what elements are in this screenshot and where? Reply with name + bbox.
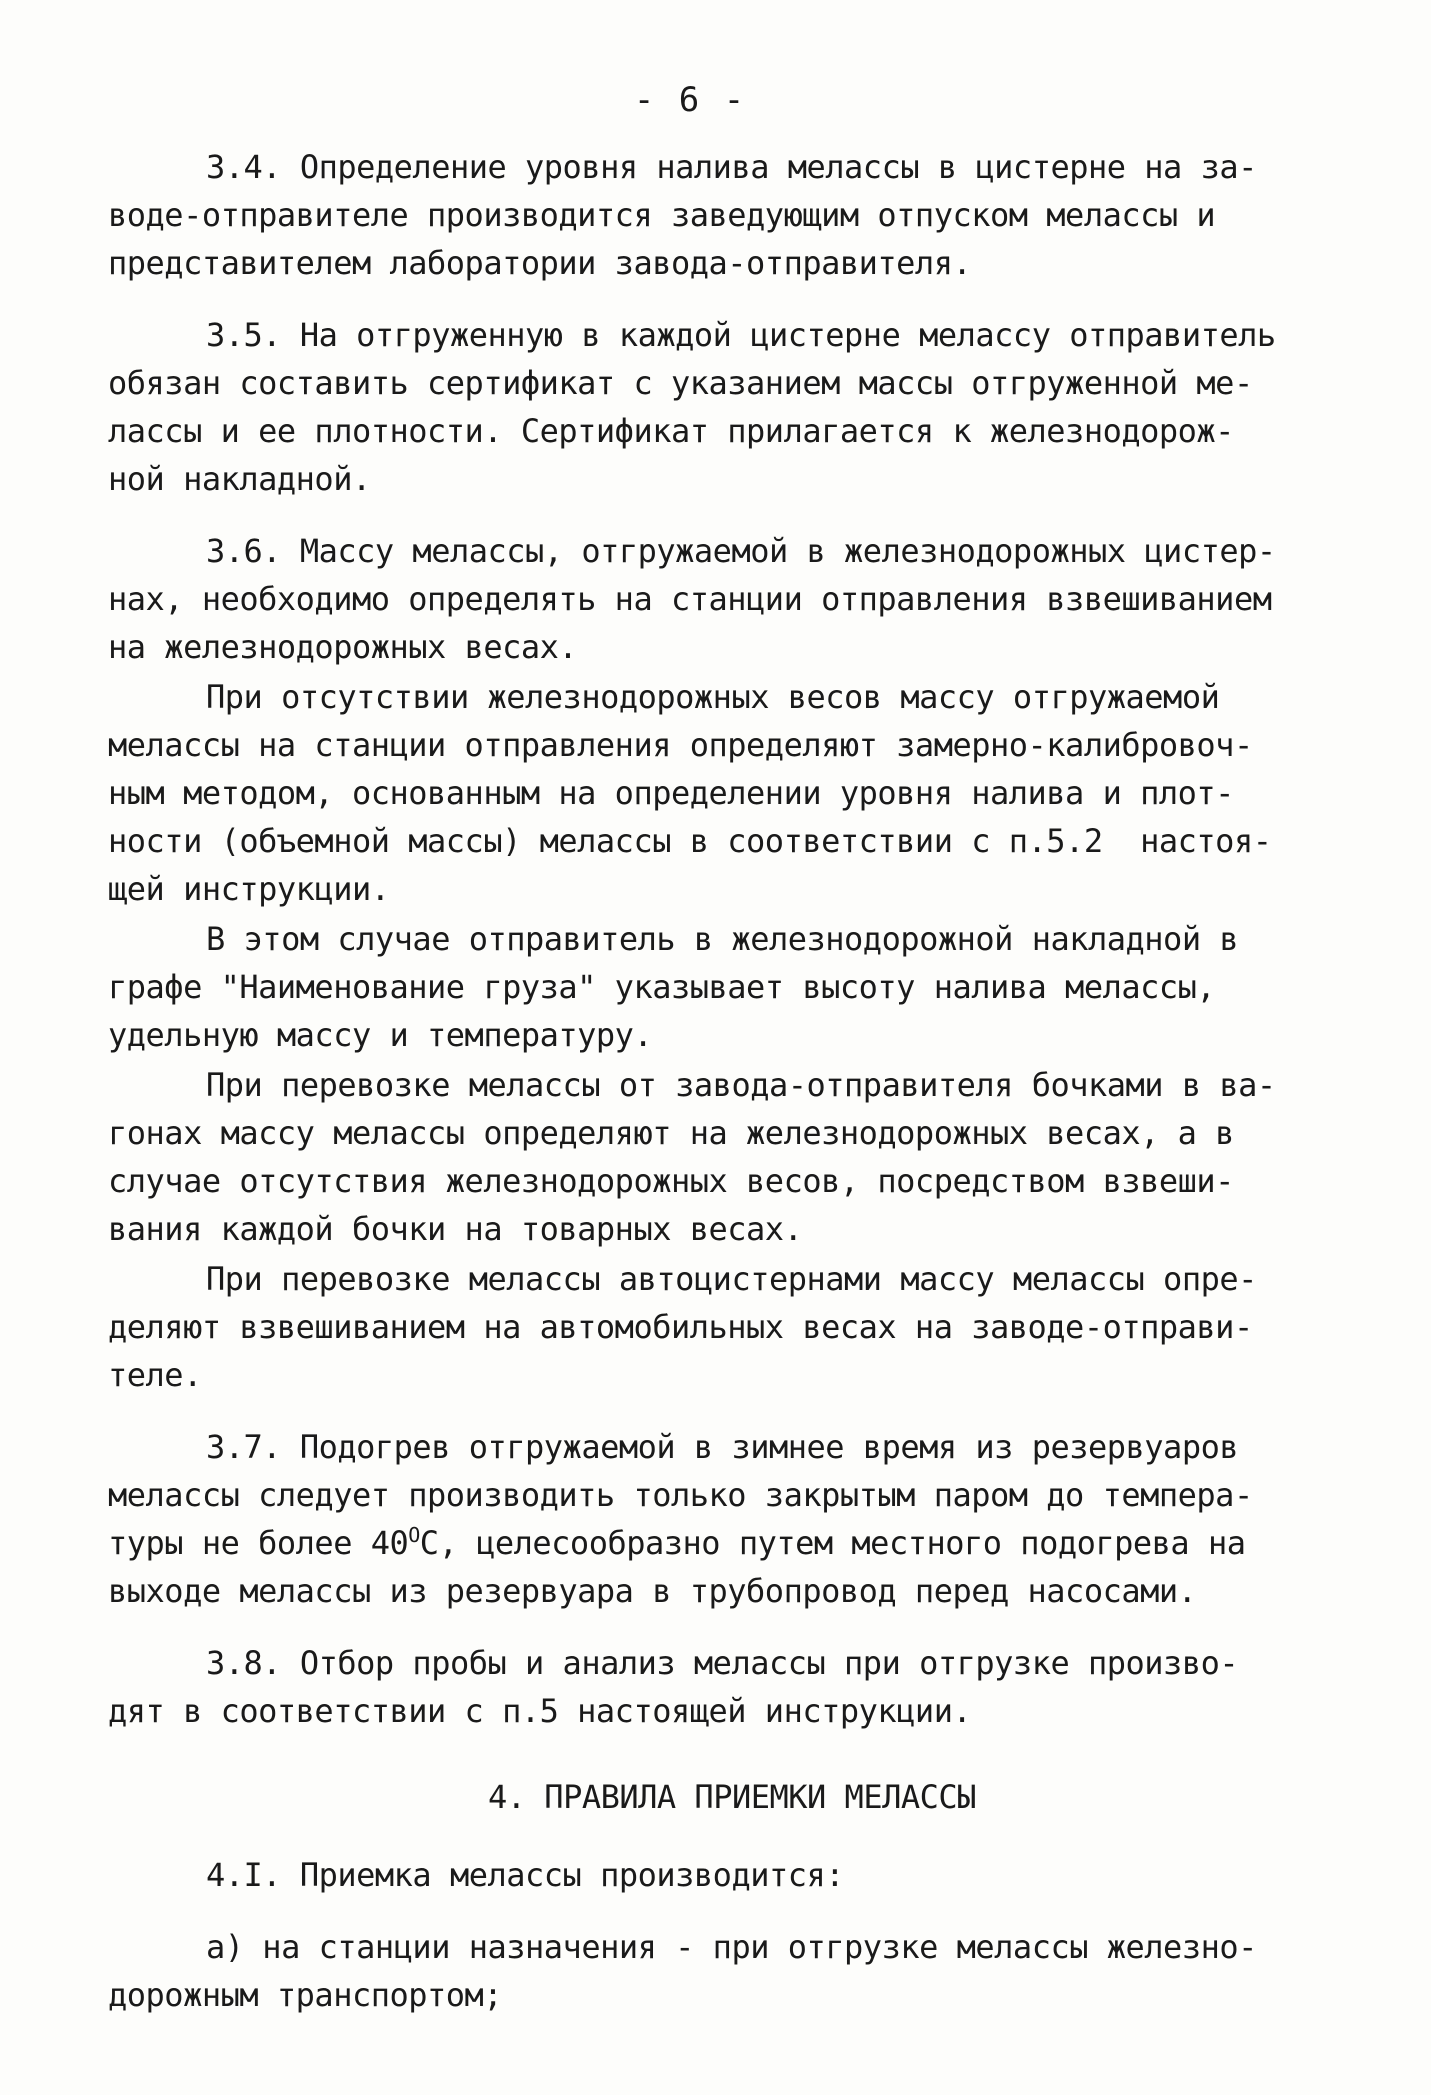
text-line: гонах массу мелассы определяют на железнодорожных весах, а в [108, 1114, 1234, 1152]
text-line: нах, необходимо определять на станции отправления взвешиванием [108, 580, 1272, 618]
paragraph-3-5 [108, 311, 1348, 503]
text-line: 3.8. Отбор пробы и анализ мелассы при отгрузке произво- [206, 1644, 1239, 1682]
text-line: случае отсутствия железнодорожных весов, посредством взвеши- [108, 1162, 1234, 1200]
text-line-with-superscript [108, 1519, 1348, 1567]
text-line: щей инструкции. [108, 870, 390, 908]
text-line: При перевозке мелассы от завода-отправителя бочками в ва- [206, 1066, 1276, 1104]
text-line: В этом случае отправитель в железнодорожной накладной в [206, 920, 1239, 958]
list-item-a [108, 1923, 1348, 2019]
paragraph-3-4 [108, 143, 1348, 287]
text-line: При перевозке мелассы автоцистернами массу мелассы опре- [206, 1260, 1257, 1298]
text-line: выходе мелассы из резервуара в трубопровод перед насосами. [108, 1572, 1197, 1610]
degree-superscript: О [408, 1523, 420, 1547]
paragraph-3-8 [108, 1639, 1348, 1735]
paragraph-4-1 [108, 1851, 1348, 1899]
text-fragment: туры не более 40 [108, 1524, 409, 1562]
text-line: лассы и ее плотности. Сертификат прилагается к железнодорож- [108, 412, 1234, 450]
text-line: 4.I. Приемка мелассы производится: [206, 1856, 845, 1894]
text-line: мелассы следует производить только закрытым паром до темпера- [108, 1476, 1253, 1514]
text-line: При отсутствии железнодорожных весов массу отгружаемой [206, 678, 1220, 716]
text-line: ной накладной. [108, 460, 371, 498]
text-line: вания каждой бочки на товарных весах. [108, 1210, 803, 1248]
paragraph-3-6-waybill [108, 915, 1348, 1059]
document-body [108, 143, 1348, 2019]
text-line: на железнодорожных весах. [108, 628, 578, 666]
paragraph-3-7 [108, 1423, 1348, 1615]
text-line: 3.5. На отгруженную в каждой цистерне мелассу отправитель [206, 316, 1276, 354]
page-number: - 6 - [633, 80, 747, 120]
text-fragment: С, целесообразно путем местного подогрева на [419, 1524, 1246, 1562]
paragraph-3-6-trucks [108, 1255, 1348, 1399]
text-line: деляют взвешиванием на автомобильных весах на заводе-отправи- [108, 1308, 1253, 1346]
text-line: представителем лаборатории завода-отправителя. [108, 244, 972, 282]
paragraph-3-6-no-scales [108, 673, 1348, 913]
text-line: а) на станции назначения - при отгрузке мелассы железно- [206, 1928, 1257, 1966]
text-line: графе "Наименование груза" указывает высоту налива мелассы, [108, 968, 1216, 1006]
paragraph-3-6-barrels [108, 1061, 1348, 1253]
text-line: дят в соответствии с п.5 настоящей инструкции. [108, 1692, 972, 1730]
text-line: дорожным транспортом; [108, 1976, 503, 2014]
text-line: ным методом, основанным на определении уровня налива и плот- [108, 774, 1234, 812]
section-heading: 4. ПРАВИЛА ПРИЕМКИ МЕЛАССЫ [488, 1778, 976, 1816]
text-line: 3.7. Подогрев отгружаемой в зимнее время из резервуаров [206, 1428, 1239, 1466]
text-line: ности (объемной массы) мелассы в соответствии с п.5.2 настоя- [108, 822, 1272, 860]
text-line: мелассы на станции отправления определяют замерно-калибровоч- [108, 726, 1253, 764]
text-line: 3.6. Массу мелассы, отгружаемой в железнодорожных цистер- [206, 532, 1276, 570]
text-line: удельную массу и температуру. [108, 1016, 653, 1054]
paragraph-3-6 [108, 527, 1348, 671]
text-line: обязан составить сертификат с указанием массы отгруженной ме- [108, 364, 1253, 402]
text-line: 3.4. Определение уровня налива мелассы в цистерне на за- [206, 148, 1257, 186]
text-line: теле. [108, 1356, 202, 1394]
text-line: воде-отправителе производится заведующим отпуском мелассы и [108, 196, 1216, 234]
